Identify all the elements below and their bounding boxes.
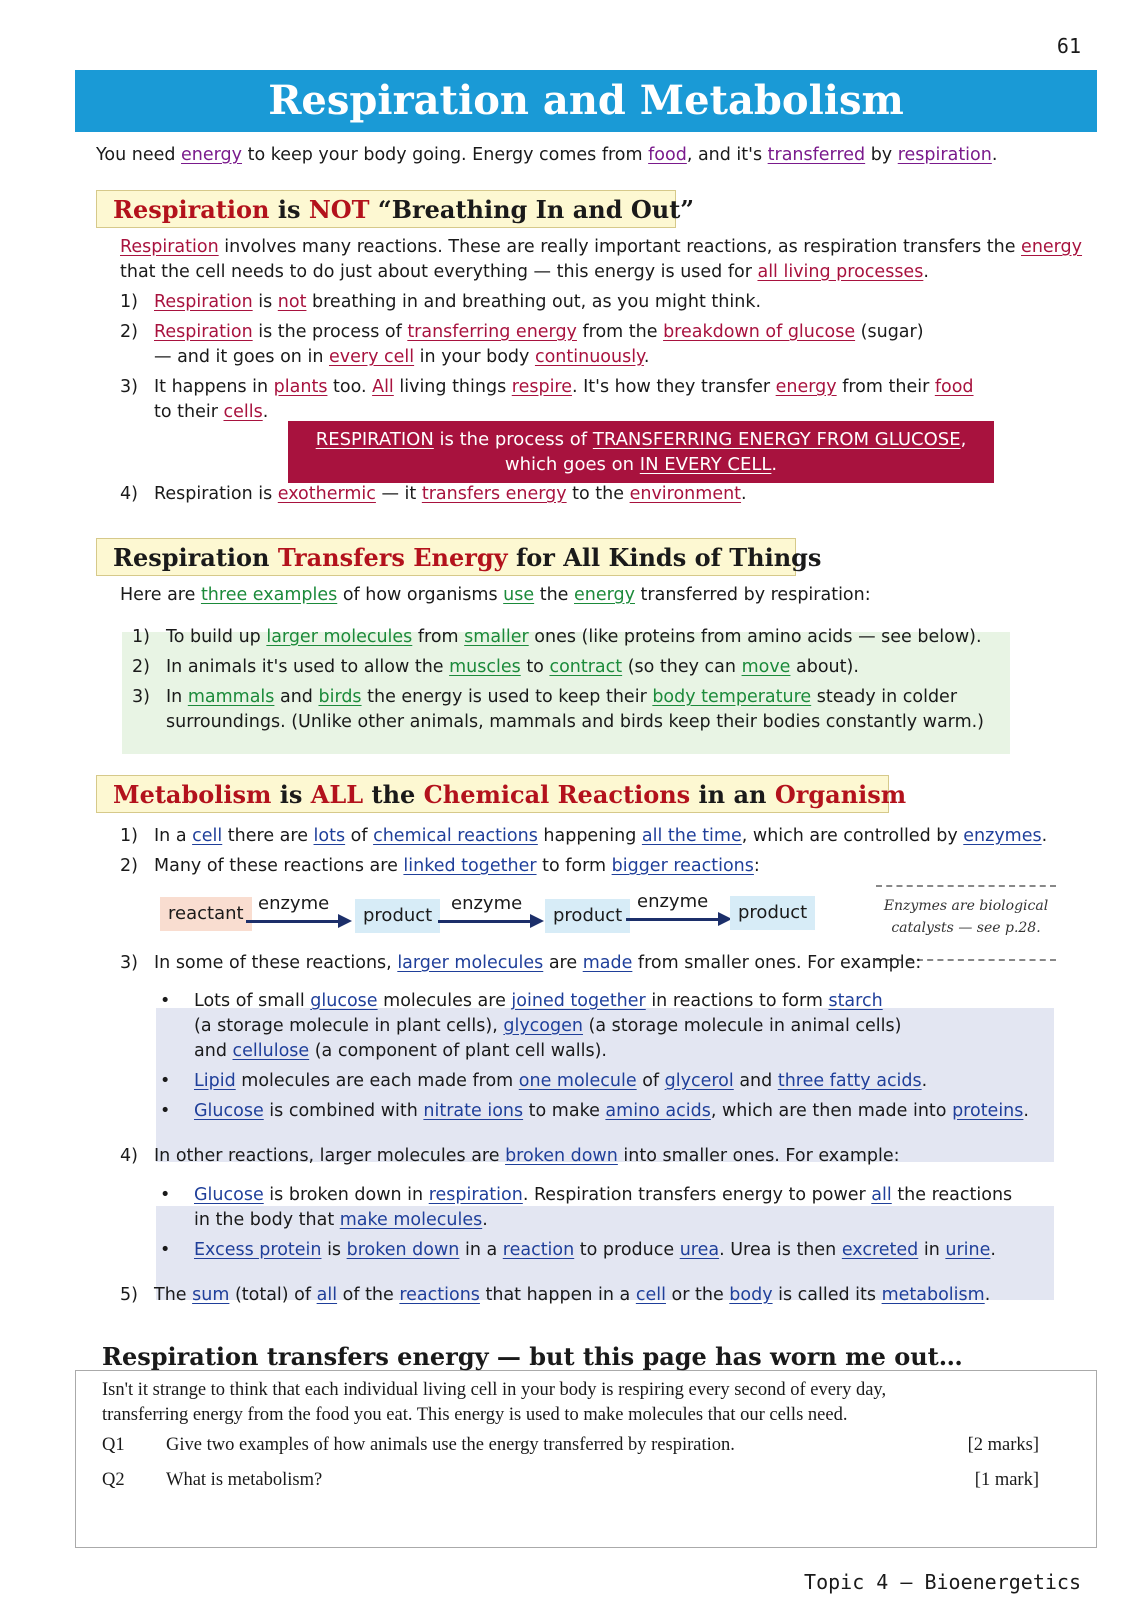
summary-text-line-2: transferring energy from the food you eat. This energy is used to make molecules that our cells need. <box>102 1405 848 1425</box>
s2-item-2: 2) In animals it's used to allow the muscles to contract (so they can move about). <box>132 657 859 677</box>
breakdown-bullet-1: • Glucose is broken down in respiration. Respiration transfers energy to power all the reactions <box>160 1185 1013 1205</box>
s3-item-3: 3) In some of these reactions, larger molecules are made from smaller ones. For example: <box>120 953 922 973</box>
synthesis-bullet-3: • Glucose is combined with nitrate ions to make amino acids, which are then made into proteins. <box>160 1101 1029 1121</box>
s1-paragraph-line-1: Respiration involves many reactions. These are really important reactions, as respiration transfers the energy <box>120 237 1083 257</box>
s3-item-5: 5) The sum (total) of all of the reactions that happen in a cell or the body is called its metabolism. <box>120 1285 991 1305</box>
synthesis-bullet-1-cont-1: (a storage molecule in plant cells), glycogen (a storage molecule in animal cells) <box>194 1016 902 1036</box>
s2-intro: Here are three examples of how organisms use the energy transferred by respiration: <box>120 585 871 605</box>
reaction-arrow-1 <box>246 920 346 923</box>
breakdown-bullet-1-cont: in the body that make molecules. <box>194 1210 488 1230</box>
s3-item-2: 2) Many of these reactions are linked together to form bigger reactions: <box>120 856 760 876</box>
reaction-arrow-2 <box>438 920 538 923</box>
synthesis-bullet-1: • Lots of small glucose molecules are joined together in reactions to form starch <box>160 991 883 1011</box>
s2-item-3-cont: surroundings. (Unlike other animals, mammals and birds keep their bodies constantly warm.) <box>166 712 985 732</box>
enzyme-label-3: enzyme <box>637 891 709 912</box>
s1-paragraph-line-2: that the cell needs to do just about everything — this energy is used for all living processes. <box>120 262 929 282</box>
section-heading-transfers-energy: Respiration Transfers Energy for All Kinds of Things <box>96 538 796 576</box>
s2-item-3: 3) In mammals and birds the energy is used to keep their body temperature steady in colder <box>132 687 958 707</box>
s1-item-1: 1) Respiration is not breathing in and breathing out, as you might think. <box>120 292 762 312</box>
section-heading-respiration-not-breathing: Respiration is NOT “Breathing In and Out” <box>96 190 676 228</box>
question-2-label: Q2 <box>102 1470 125 1490</box>
reactant-label: reactant <box>160 897 252 931</box>
s1-item-3: 3) It happens in plants too. All living things respire. It's how they transfer energy from their food <box>120 377 974 397</box>
s2-item-1: 1) To build up larger molecules from smaller ones (like proteins from amino acids — see below). <box>132 627 982 647</box>
synthesis-bullet-1-cont-2: and cellulose (a component of plant cell walls). <box>194 1041 607 1061</box>
question-2-marks: [1 mark] <box>974 1470 1039 1490</box>
respiration-definition-box: RESPIRATION is the process of TRANSFERRING ENERGY FROM GLUCOSE, which goes on IN EVERY CELL. <box>288 421 994 483</box>
breakdown-bullet-2: • Excess protein is broken down in a reaction to produce urea. Urea is then excreted in urine. <box>160 1240 996 1260</box>
question-1-label: Q1 <box>102 1435 125 1455</box>
s1-item-2: 2) Respiration is the process of transferring energy from the breakdown of glucose (sugar) <box>120 322 924 342</box>
section-heading-metabolism: Metabolism is ALL the Chemical Reactions in an Organism <box>96 775 889 813</box>
enzyme-label-1: enzyme <box>258 893 330 914</box>
enzyme-label-2: enzyme <box>451 893 523 914</box>
reaction-arrow-3 <box>626 918 726 921</box>
page-number: 61 <box>1056 34 1081 58</box>
s3-item-4: 4) In other reactions, larger molecules are broken down into smaller ones. For example: <box>120 1146 900 1166</box>
s3-item-1: 1) In a cell there are lots of chemical reactions happening all the time, which are controlled by enzymes. <box>120 826 1048 846</box>
summary-text-line-1: Isn't it strange to think that each individual living cell in your body is respiring every second of every day, <box>102 1380 887 1400</box>
summary-heading: Respiration transfers energy — but this page has worn me out… <box>102 1342 963 1371</box>
product-label-2: product <box>545 899 630 933</box>
product-label-1: product <box>355 899 440 933</box>
question-1-marks: [2 marks] <box>967 1435 1039 1455</box>
question-1-text: Give two examples of how animals use the energy transferred by respiration. <box>166 1435 735 1455</box>
footer-topic: Topic 4 — Bioenergetics <box>804 1570 1081 1594</box>
page-title: Respiration and Metabolism <box>75 70 1097 132</box>
question-2-text: What is metabolism? <box>166 1470 323 1490</box>
intro-text: You need energy to keep your body going. Energy comes from food, and it's transferred by respiration. <box>96 145 998 165</box>
synthesis-bullet-2: • Lipid molecules are each made from one molecule of glycerol and three fatty acids. <box>160 1071 928 1091</box>
s1-item-3-cont: to their cells. <box>154 402 269 422</box>
s1-item-2-cont: — and it goes on in every cell in your body continuously. <box>154 347 650 367</box>
enzymes-side-note: Enzymes are biological catalysts — see p.28. <box>876 885 1056 961</box>
s1-item-4: 4) Respiration is exothermic — it transfers energy to the environment. <box>120 484 747 504</box>
product-label-3: product <box>730 896 815 930</box>
